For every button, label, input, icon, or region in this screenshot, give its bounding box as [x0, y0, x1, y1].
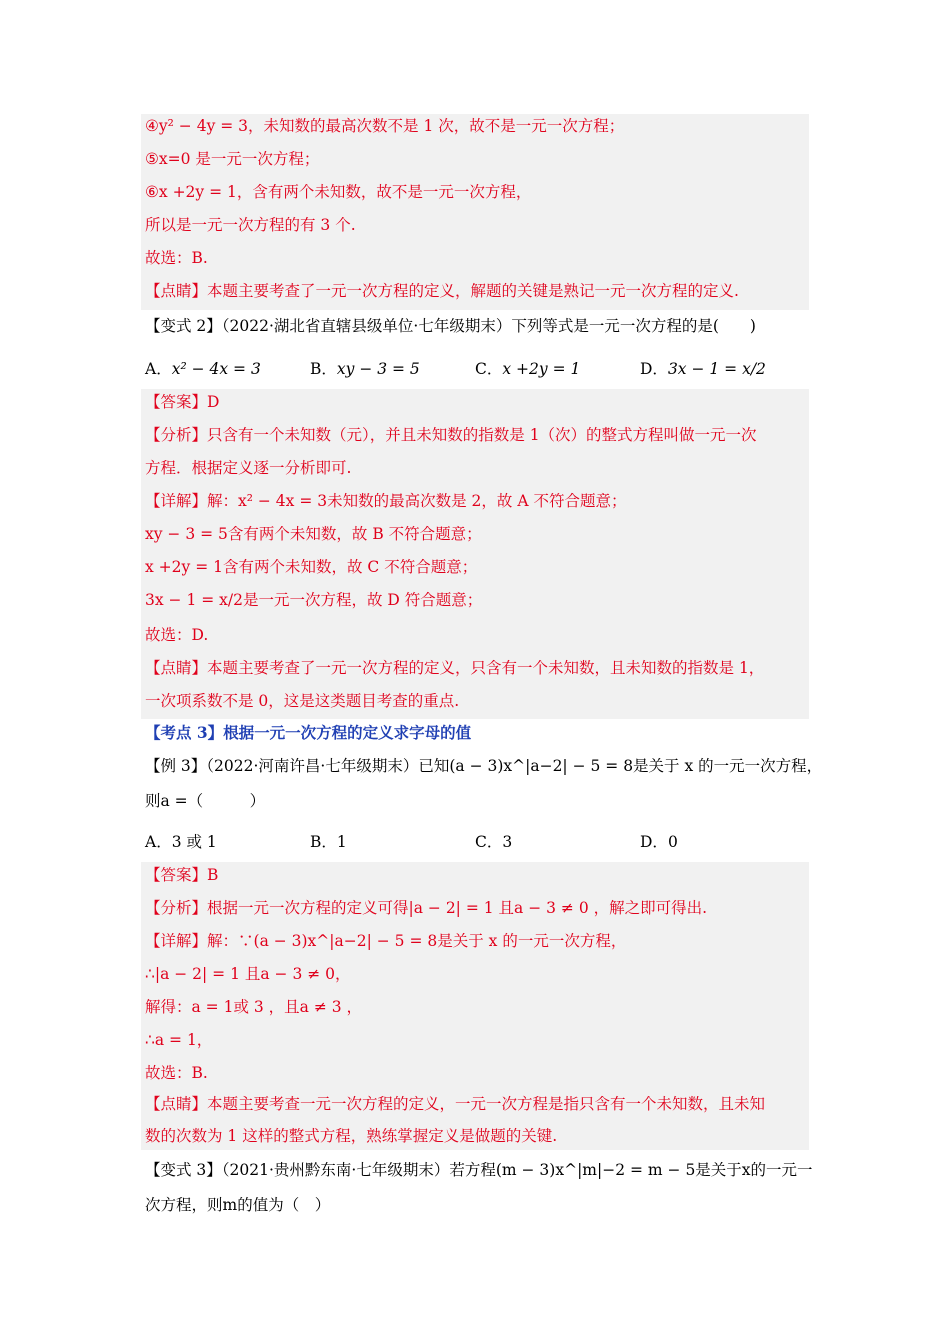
analysis-tag: 【分析】 [145, 899, 208, 917]
analysis-line [145, 896, 707, 920]
option-c [475, 830, 512, 854]
answer-value: B [207, 866, 219, 884]
option-expr: 3 [502, 833, 513, 851]
analysis-tag: 【分析】 [145, 426, 208, 444]
detail-tag: 【详解】 [145, 932, 208, 950]
detail-line-2: xy − 3 = 5含有两个未知数，故 B 不符合题意； [145, 525, 482, 543]
comment-tag: 【点睛】 [145, 282, 208, 300]
detail-line-3: 解得：a = 1或 3 ，且a ≠ 3 ， [145, 998, 363, 1016]
option-label: C． [475, 360, 503, 378]
option-d [640, 357, 766, 381]
answer-value: D [207, 393, 220, 411]
detail-tag: 【详解】 [145, 492, 208, 510]
option-expr: x² − 4x = 3 [171, 360, 261, 378]
comment-line-2: 数的次数为 1 这样的整式方程，熟练掌握定义是做题的关键. [145, 1127, 558, 1145]
comment-tag: 【点睛】 [145, 659, 208, 677]
analysis-text: 只含有一个未知数（元），并且未知数的指数是 1（次）的整式方程叫做一元一次 [207, 426, 757, 444]
question-tag: 【变式 3】 [145, 1161, 222, 1179]
answer-line [145, 863, 218, 887]
option-label: A． [145, 833, 172, 851]
answer-line [145, 390, 219, 414]
option-expr: xy − 3 = 5 [336, 360, 420, 378]
comment-line [145, 1092, 765, 1116]
option-label: B． [310, 833, 337, 851]
text-line: 所以是一元一次方程的有 3 个. [145, 216, 356, 234]
question-variant-2 [145, 314, 756, 338]
choose-line: 故选：D. [145, 626, 209, 644]
text-line: ⑤x=0 是一元一次方程； [145, 150, 320, 168]
question-text: （2021·贵州黔东南·七年级期末）若方程(m − 3)x^|m|−2 = m − 5是关于x的一元一 [221, 1161, 813, 1179]
question-variant-3 [145, 1158, 813, 1182]
text-line: 故选：B. [145, 249, 208, 267]
option-label: D． [640, 360, 668, 378]
analysis-text: 根据一元一次方程的定义可得|a − 2| = 1 且a − 3 ≠ 0 ，解之即可得出. [207, 899, 708, 917]
option-label: C． [475, 833, 503, 851]
option-b [310, 357, 420, 381]
detail-line [145, 929, 626, 953]
question-text: （2022·河南许昌·七年级期末）已知(a − 3)x^|a−2| − 5 = 8是关于 x 的一元一次方程， [206, 757, 823, 775]
comment-tag: 【点睛】 [145, 1095, 208, 1113]
detail-line [145, 489, 626, 513]
question-text-2: 次方程，则m的值为（ ） [145, 1196, 331, 1214]
option-expr: 3x − 1 = x/2 [667, 360, 766, 378]
option-label: A． [145, 360, 172, 378]
detail-line-4: ∴a = 1， [145, 1031, 213, 1049]
detail-line-4: 3x − 1 = x/2是一元一次方程，故 D 符合题意； [145, 591, 483, 609]
question-text-2: 则a =（ ） [145, 792, 266, 810]
text-line: ⑥x +2y = 1，含有两个未知数，故不是一元一次方程， [145, 183, 532, 201]
comment-text: 本题主要考查了一元一次方程的定义，解题的关键是熟记一元一次方程的定义. [207, 282, 739, 300]
comment-line [145, 656, 764, 680]
option-label: B． [310, 360, 337, 378]
detail-text: 解：∵(a − 3)x^|a−2| − 5 = 8是关于 x 的一元一次方程， [207, 932, 627, 950]
section-heading: 【考点 3】根据一元一次方程的定义求字母的值 [145, 723, 472, 742]
choose-line: 故选：B. [145, 1064, 208, 1082]
option-expr: 0 [667, 833, 678, 851]
question-text: （2022·湖北省直辖县级单位·七年级期末）下列等式是一元一次方程的是( ) [221, 317, 756, 335]
detail-line-2: ∴|a − 2| = 1 且a − 3 ≠ 0， [145, 965, 351, 983]
option-c [475, 357, 580, 381]
question-example-3 [145, 754, 822, 778]
text-line: ④y² − 4y = 3，未知数的最高次数不是 1 次，故不是一元一次方程； [145, 117, 625, 135]
question-tag: 【例 3】 [145, 757, 207, 775]
option-b [310, 830, 347, 854]
analysis-line [145, 423, 757, 447]
answer-tag: 【答案】 [145, 393, 208, 411]
option-expr: 1 [336, 833, 347, 851]
detail-text: 解：x² − 4x = 3未知数的最高次数是 2，故 A 不符合题意； [207, 492, 627, 510]
option-d [640, 830, 678, 854]
option-expr: 3 或 1 [171, 833, 217, 851]
option-a [145, 830, 217, 854]
detail-line-3: x +2y = 1含有两个未知数，故 C 不符合题意； [145, 558, 478, 576]
option-label: D． [640, 833, 668, 851]
option-expr: x +2y = 1 [502, 360, 581, 378]
comment-text: 本题主要考查了一元一次方程的定义，只含有一个未知数，且未知数的指数是 1， [207, 659, 765, 677]
question-tag: 【变式 2】 [145, 317, 222, 335]
comment-text: 本题主要考查一元一次方程的定义，一元一次方程是指只含有一个未知数，且未知 [207, 1095, 766, 1113]
option-a [145, 357, 261, 381]
comment-line [145, 279, 739, 303]
analysis-line-2: 方程．根据定义逐一分析即可. [145, 459, 352, 477]
comment-line-2: 一次项系数不是 0，这是这类题目考查的重点. [145, 692, 460, 710]
answer-tag: 【答案】 [145, 866, 208, 884]
